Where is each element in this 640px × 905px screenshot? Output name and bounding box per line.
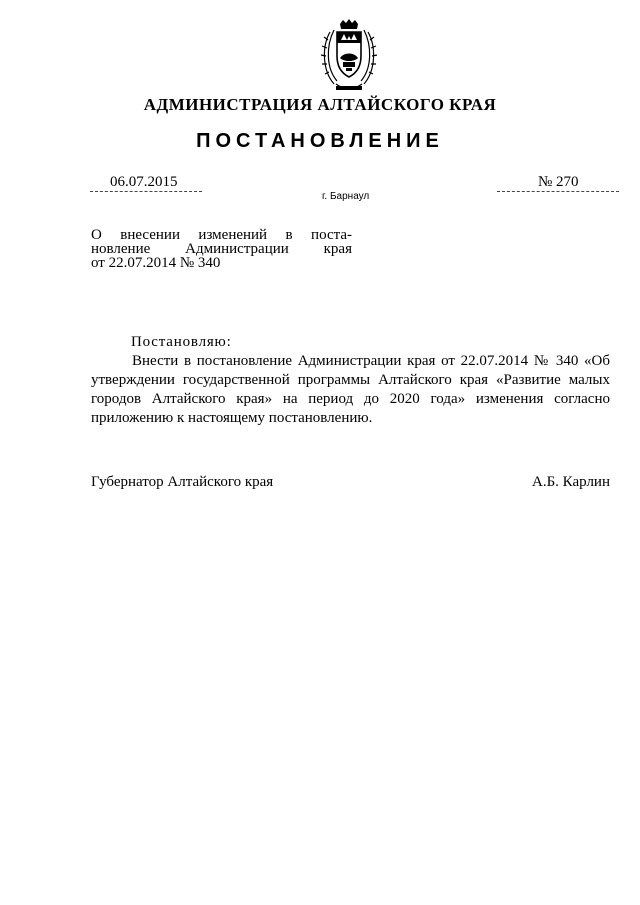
document-subject [91,228,352,270]
body-paragraph: Внести в постановление Администрации края от 22.07.2014 № 340 «Об утверждении государственной программы Алтайского края «Развитие малых городов Алтайского края» на период до 2020 года» изменения согласно приложению к настоящему постановлению. [91,353,610,426]
decree-word: Постановляю: [131,334,232,350]
city-label: г. Барнаул [322,191,370,202]
subject-line-3: от 22.07.2014 № 340 [91,255,221,271]
subject-line-1: О внесении изменений в поста- [91,227,352,243]
document-number: № 270 [538,174,579,190]
document-date: 06.07.2015 [110,174,178,190]
organization-name: АДМИНИСТРАЦИЯ АЛТАЙСКОГО КРАЯ [143,95,497,114]
document-type: ПОСТАНОВЛЕНИЕ [196,130,444,152]
subject-line-2: новление Администрации края [91,241,352,257]
signatory-title: Губернатор Алтайского края [91,474,274,490]
signatory-name: А.Б. Карлин [531,474,610,490]
altai-krai-coat-of-arms-icon [316,18,382,94]
